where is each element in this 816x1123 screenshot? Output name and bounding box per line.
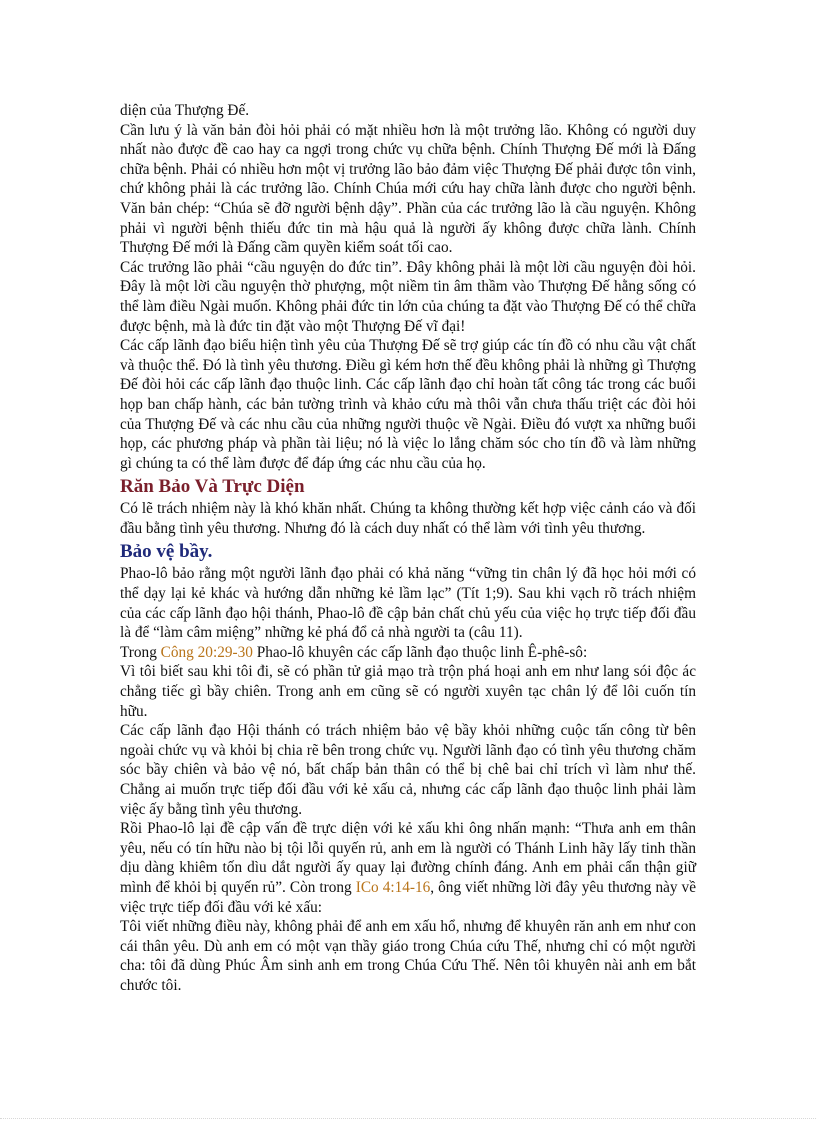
section-heading-protect-flock: Bảo vệ bầy. <box>120 541 213 563</box>
paragraph-galatians <box>120 819 696 917</box>
text-after: , ông viết những lời đây yêu thương này về việc trực tiếp đối đầu với kẻ xấu: <box>120 878 696 916</box>
text-before: Rồi Phao-lô lại đề cập vấn đề trực diện với kẻ xấu khi ông nhấn mạnh: “Thưa anh em thân yêu, nếu có tín hữu nào bị tội lỗi quyến rủ, anh em là người có Thánh Linh hãy lấy tinh thần dịu dàng khiêm tốn dìu dắt người ấy quay lại đường chính đáng. Anh em phải cẩn thận giữ mình để khỏi bị quyến rủ”. Còn trong <box>120 820 696 896</box>
text-after: Phao-lô khuyên các cấp lãnh đạo thuộc linh Ê-phê-sô: <box>252 643 588 661</box>
text-before: Trong <box>120 643 161 661</box>
paragraph-paul-titus: Phao-lô bảo rằng một người lãnh đạo phải có khả năng “vững tin chân lý đã học hỏi mới có thể dạy lại kẻ khác và hướng dẫn những kẻ lầm lạc” (Tít 1;9). Sau khi vạch rõ trách nhiệm của các cấp lãnh đạo hội thánh, Phao-lô đề cập bản chất chủ yếu của việc họ trực tiếp đối đầu là để “làm câm miệng” những kẻ phá đổ cả nhà người ta (câu 11). <box>120 565 696 642</box>
paragraph-rebuke-intro: Có lẽ trách nhiệm này là khó khăn nhất. Chúng ta không thường kết hợp việc cảnh cáo và đối đầu bằng tình yêu thương. Nhưng đó là cách duy nhất có thể làm với tình yêu thương. <box>120 500 696 537</box>
document-page <box>120 101 696 996</box>
paragraph-continuation: diện của Thượng Đế. <box>120 102 250 119</box>
paragraph-protect-responsibility: Các cấp lãnh đạo Hội thánh có trách nhiệm bảo vệ bầy khỏi những cuộc tấn công từ bên ngoài chức vụ và khỏi bị chia rẽ bên trong chức vụ. Người lãnh đạo có tình yêu thương chăm sóc bầy chiên và bảo vệ nó, bất chấp bản thân có thể bị chê bai chỉ trích vì làm như thế. Chẳng ai muốn trực tiếp đối đầu với kẻ xấu cả, nhưng các cấp lãnh đạo thuộc linh phải làm việc ấy bằng tình yêu thương. <box>120 722 696 818</box>
scripture-reference-link[interactable]: Công 20:29-30 <box>160 643 253 661</box>
page-bottom-border <box>0 1118 816 1119</box>
paragraph-acts-intro <box>120 643 696 663</box>
section-heading-rebuke: Răn Bảo Và Trực Diện <box>120 476 305 498</box>
paragraph-quote-wolves: Vì tôi biết sau khi tôi đi, sẽ có phần tử giả mạo trà trộn phá hoại anh em như lang sói độc ác chẳng tiếc gì bầy chiên. Trong anh em cũng sẽ có người xuyên tạc chân lý để lôi cuốn tín hữu. <box>120 663 696 720</box>
paragraph-quote-corinthians: Tôi viết những điều này, không phải để anh em xấu hổ, nhưng để khuyên răn anh em như con cái thân yêu. Dù anh em có một vạn thầy giáo trong Chúa cứu Thế, nhưng chỉ có một người cha: tôi đã dùng Phúc Âm sinh anh em trong Chúa Cứu Thế. Nên tôi khuyên nài anh em bắt chước tôi. <box>120 918 696 994</box>
paragraph-elders-healing: Cần lưu ý là văn bản đòi hỏi phải có mặt nhiều hơn là một trưởng lão. Không có người duy nhất nào được đề cao hay ca ngợi trong chức vụ chữa bệnh. Chính Thượng Đế mới là Đấng chữa bệnh. Phải có nhiều hơn một vị trưởng lão bảo đảm việc Thượng Đế phải được tôn vinh, chứ không phải là các trưởng lão. Chính Chúa mới cứu hay chữa lành được cho người bệnh. Văn bản chép: “Chúa sẽ đỡ người bệnh dậy”. Phần của các trưởng lão là cầu nguyện. Không phải vì người bệnh thiếu đức tin mà hậu quả là người ấy không được chữa lành. Chính Thượng Đế mới là Đấng cầm quyền kiểm soát tối cao. <box>120 121 696 257</box>
paragraph-leaders-love: Các cấp lãnh đạo biểu hiện tình yêu của Thượng Đế sẽ trợ giúp các tín đồ có nhu cầu vật chất và thuộc thể. Đó là tình yêu thương. Điều gì kém hơn thế đều không phải là những gì Thượng Đế đòi hỏi các cấp lãnh đạo thuộc linh. Các cấp lãnh đạo chỉ hoàn tất công tác trong các buổi họp ban chấp hành, các bản tường trình và khảo cứu mà thôi vẫn chưa thấu triệt các đòi hỏi của Thượng Đế và các nhu cầu của những người thuộc về Ngài. Điều đó vượt xa những buổi họp, các phương pháp và phần tài liệu; nó là việc lo lắng chăm sóc cho tín đồ và làm những gì chúng ta có thể làm được để đáp ứng các nhu cầu của họ. <box>120 337 696 472</box>
paragraph-prayer-of-faith: Các trưởng lão phải “cầu nguyện do đức tin”. Đây không phải là một lời cầu nguyện đòi hỏi. Đây là một lời cầu nguyện thờ phượng, một niềm tin âm thầm vào Thượng Đế hằng sống có thể làm điều Ngài muốn. Không phải đức tin lớn của chúng ta đặt vào Thượng Đế có thể chữa được bệnh, mà là đức tin đặt vào một Thượng Đế vĩ đại! <box>120 258 696 335</box>
scripture-reference-link[interactable]: ICo 4:14-16 <box>355 878 431 896</box>
